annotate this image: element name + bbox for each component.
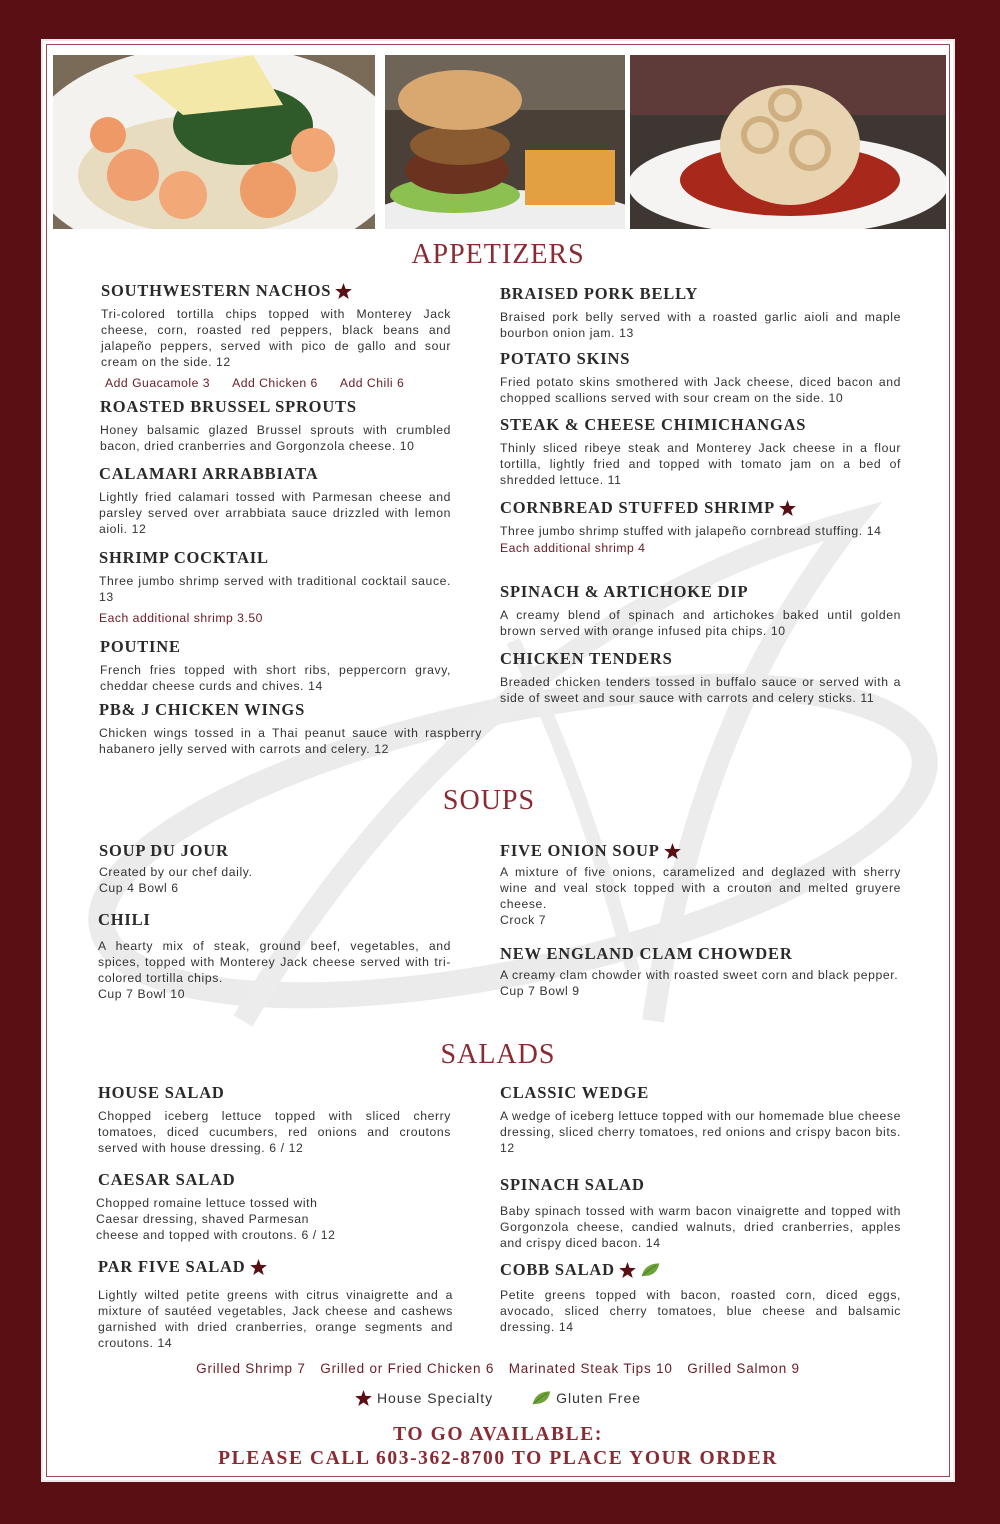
item-name: CHICKEN TENDERS [500, 649, 673, 668]
item-price: Crock 7 [500, 913, 547, 927]
addon: Add Guacamole 3 [105, 376, 211, 390]
star-icon [335, 283, 352, 299]
item-name: CHILI [98, 910, 151, 929]
addon: Add Chicken 6 [232, 376, 318, 390]
item-description: Petite greens topped with bacon, roasted corn, diced eggs, avocado, sliced cherry tomatoes, blue cheese and balsamic dressing. 14 [500, 1288, 901, 1334]
section-title-soups: SOUPS [442, 785, 536, 816]
item-description: Honey balsamic glazed Brussel sprouts with crumbled bacon, dried cranberries and Gorgonzola cheese. 10 [100, 423, 451, 453]
addon: Grilled or Fried Chicken 6 [320, 1361, 495, 1376]
item-name: COBB SALAD [500, 1260, 615, 1279]
menu-item [500, 498, 901, 555]
addon: Add Chili 6 [339, 376, 405, 390]
item-description: A creamy clam chowder with roasted sweet corn and black pepper. [500, 968, 899, 982]
item-name: PB& J CHICKEN WINGS [99, 700, 306, 719]
item-name: SOUTHWESTERN NACHOS [101, 281, 332, 300]
item-description: Lightly fried calamari tossed with Parmesan cheese and parsley served over arrabbiata sauce drizzled with lemon aioli. 12 [99, 490, 451, 536]
item-name: FIVE ONION SOUP [500, 841, 660, 860]
menu-item [99, 841, 451, 896]
menu-item [500, 944, 901, 999]
addon: Marinated Steak Tips 10 [508, 1361, 673, 1376]
item-description: Lightly wilted petite greens with citrus vinaigrette and a mixture of sautéed vegetables, Jack cheese and cashews garnished with dried cranberries, orange segments and croutons. 14 [98, 1288, 453, 1350]
item-price: Cup 4 Bowl 6 [99, 881, 179, 895]
menu-item [98, 1257, 453, 1351]
item-description: Thinly sliced ribeye steak and Monterey Jack cheese in a flour tortilla, lightly fried and topped with tomato jam on a bed of shredded lettuce. 11 [500, 441, 901, 487]
menu-item [98, 910, 451, 1002]
photo-burger [385, 55, 625, 229]
item-description: Three jumbo shrimp stuffed with jalapeño cornbread stuffing. 14 [500, 524, 882, 538]
item-name: CORNBREAD STUFFED SHRIMP [500, 498, 775, 517]
item-name: PAR FIVE SALAD [98, 1257, 246, 1276]
menu-item [500, 582, 901, 639]
photo-shrimp-pasta [53, 55, 375, 229]
menu-item [98, 1083, 451, 1156]
item-name: SPINACH SALAD [500, 1175, 645, 1194]
star-icon [355, 1390, 372, 1406]
menu-item [500, 841, 901, 928]
addon: Grilled Shrimp 7 [196, 1361, 306, 1376]
menu-item [99, 464, 451, 537]
legend [43, 1390, 953, 1406]
addon: Grilled Salmon 9 [687, 1361, 800, 1376]
addon: Each additional shrimp 4 [500, 541, 646, 555]
menu-item [500, 1175, 901, 1251]
section-title-salads: SALADS [440, 1039, 556, 1070]
salad-addons [43, 1361, 953, 1376]
item-name: SHRIMP COCKTAIL [99, 548, 269, 567]
menu-item [500, 1260, 901, 1335]
menu-page [41, 39, 955, 1482]
menu-item [99, 700, 482, 757]
item-name: SPINACH & ARTICHOKE DIP [500, 582, 749, 601]
item-name: POTATO SKINS [500, 349, 631, 368]
menu-item [100, 397, 451, 454]
menu-item [99, 548, 451, 625]
legend-house-specialty [355, 1390, 493, 1406]
item-description: Baby spinach tossed with warm bacon vinaigrette and topped with Gorgonzola cheese, candied walnuts, dried cranberries, apples and crispy diced bacon. 14 [500, 1204, 901, 1250]
item-description: Fried potato skins smothered with Jack cheese, diced bacon and chopped scallions served with sour cream on the side. 10 [500, 375, 901, 405]
menu-item [101, 281, 451, 390]
togo-heading: TO GO AVAILABLE: [393, 1424, 603, 1445]
menu-item [500, 1083, 901, 1156]
leaf-icon [531, 1390, 551, 1406]
item-description: Tri-colored tortilla chips topped with Monterey Jack cheese, corn, roasted red peppers, black beans and jalapeño peppers, served with pico de gallo and sour cream on the side. 12 [101, 307, 451, 369]
item-price: Cup 7 Bowl 9 [500, 984, 580, 998]
legend-gluten-free [531, 1390, 641, 1406]
star-icon [250, 1259, 267, 1275]
photo-calamari [630, 55, 946, 229]
item-description: A wedge of iceberg lettuce topped with our homemade blue cheese dressing, sliced cherry tomatoes, red onions and crispy bacon bits. 12 [500, 1109, 901, 1155]
menu-item [96, 1170, 451, 1243]
item-description: A hearty mix of steak, ground beef, vegetables, and spices, topped with Monterey Jack cheese served with tri-colored tortilla chips. [98, 939, 451, 985]
section-title-appetizers: APPETIZERS [411, 239, 585, 270]
star-icon [619, 1262, 636, 1278]
togo-phone-line: PLEASE CALL 603-362-8700 TO PLACE YOUR ORDER [218, 1448, 778, 1469]
legend-label: House Specialty [376, 1390, 494, 1406]
addons [101, 376, 451, 390]
item-description: Created by our chef daily. [99, 865, 253, 879]
item-description: A creamy blend of spinach and artichokes baked until golden brown served with orange infused pita chips. 10 [500, 608, 901, 638]
item-name: CLASSIC WEDGE [500, 1083, 650, 1102]
item-description: A mixture of five onions, caramelized and deglazed with sherry wine and veal stock topped with a crouton and melted gruyere cheese. [500, 865, 901, 911]
menu-item [500, 349, 901, 406]
item-name: BRAISED PORK BELLY [500, 284, 699, 303]
item-name: ROASTED BRUSSEL SPROUTS [100, 397, 357, 416]
menu-item [100, 637, 451, 694]
item-name: CAESAR SALAD [98, 1170, 236, 1189]
item-name: NEW ENGLAND CLAM CHOWDER [500, 944, 793, 963]
menu-item [500, 415, 901, 488]
star-icon [664, 843, 681, 859]
menu-item [500, 649, 901, 706]
item-description: Chopped iceberg lettuce topped with sliced cherry tomatoes, diced cucumbers, red onions and croutons served with house dressing. 6 / 12 [98, 1109, 451, 1155]
leaf-icon [640, 1262, 660, 1278]
legend-label: Gluten Free [556, 1390, 642, 1406]
menu-item [500, 284, 901, 341]
star-icon [779, 500, 796, 516]
item-description: Three jumbo shrimp served with traditional cocktail sauce. 13 [99, 574, 451, 604]
item-price: Cup 7 Bowl 10 [98, 987, 186, 1001]
item-name: CALAMARI ARRABBIATA [99, 464, 319, 483]
item-name: POUTINE [100, 637, 181, 656]
addon: Each additional shrimp 3.50 [99, 611, 263, 625]
item-description: Chopped romaine lettuce tossed with Caesar dressing, shaved Parmesan cheese and topped with croutons. 6 / 12 [96, 1196, 336, 1242]
item-description: Braised pork belly served with a roasted garlic aioli and maple bourbon onion jam. 13 [500, 310, 901, 340]
item-description: Breaded chicken tenders tossed in buffalo sauce or served with a side of sweet and sour sauce with carrots and celery sticks. 11 [500, 675, 901, 705]
item-name: SOUP DU JOUR [99, 841, 229, 860]
item-name: HOUSE SALAD [98, 1083, 225, 1102]
item-description: French fries topped with short ribs, peppercorn gravy, cheddar cheese curds and chives. 14 [100, 663, 451, 693]
item-description: Chicken wings tossed in a Thai peanut sauce with raspberry habanero jelly served with carrots and celery. 12 [99, 726, 482, 756]
item-name: STEAK & CHEESE CHIMICHANGAS [500, 415, 807, 434]
